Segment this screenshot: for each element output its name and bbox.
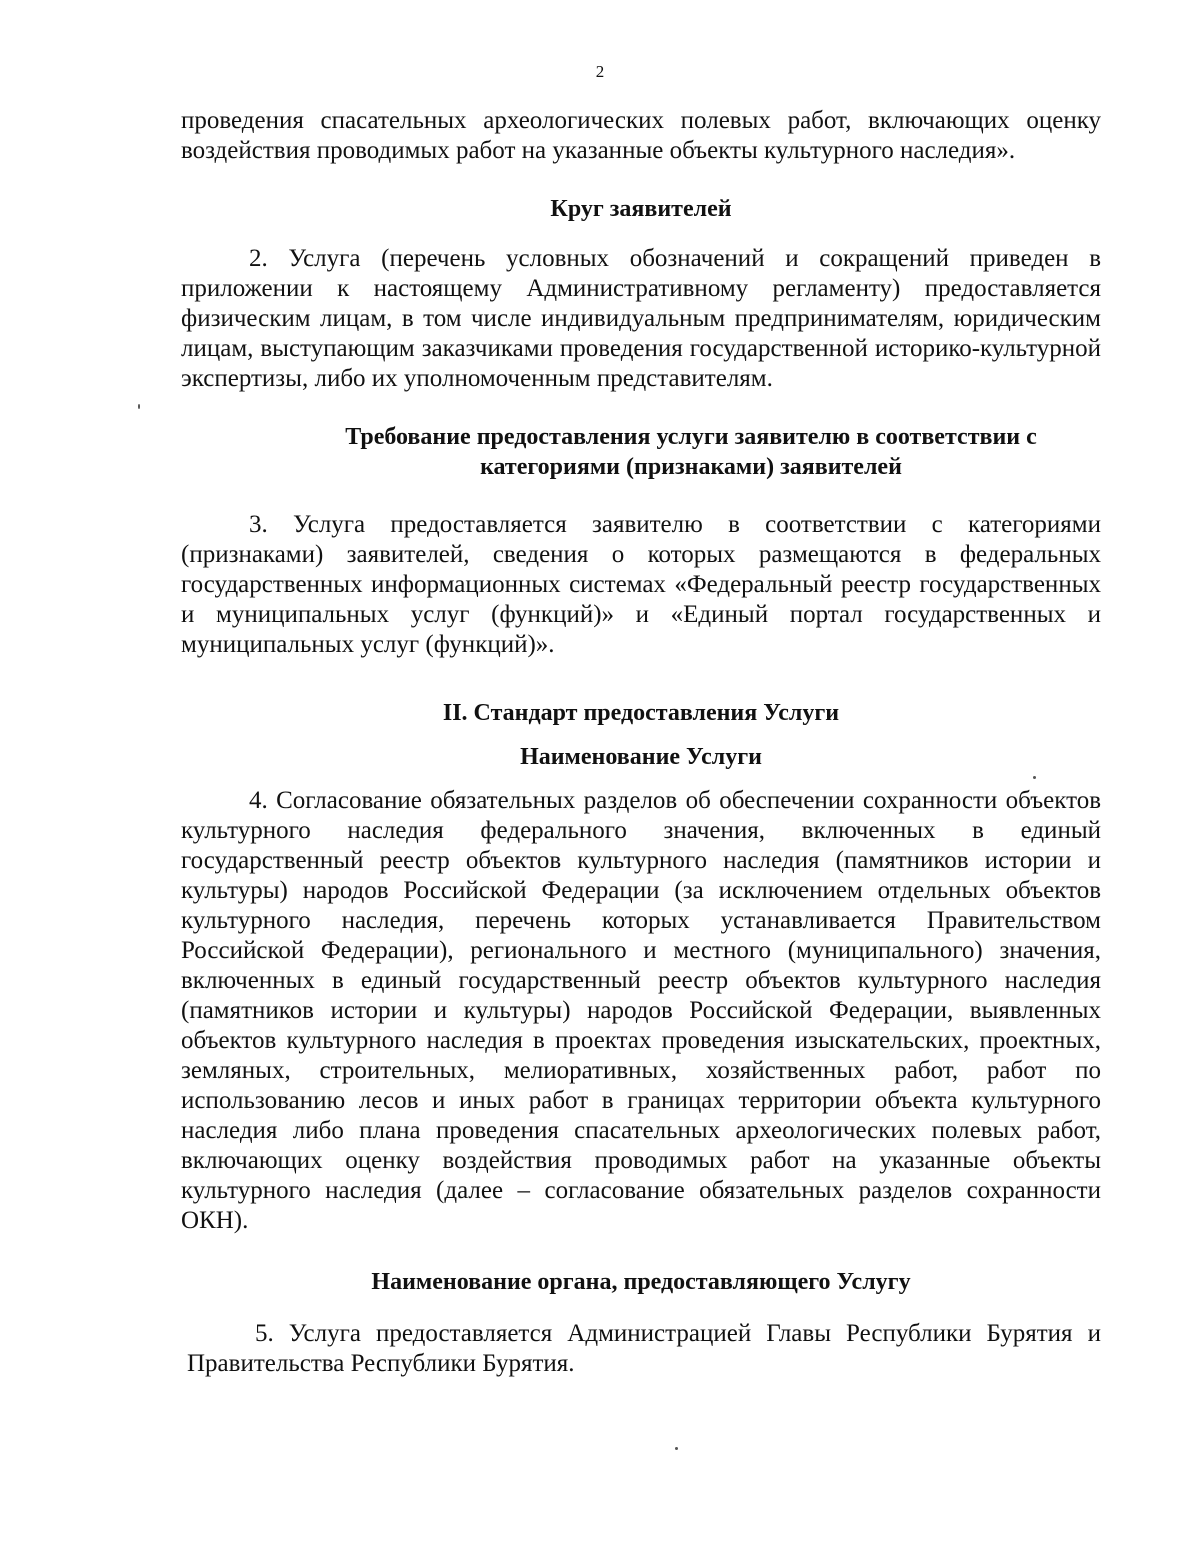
heading-authority: Наименование органа, предоставляющего Услугу xyxy=(371,1269,911,1295)
paragraph-2: 2. Услуга (перечень условных обозначений и сокращений приведен в приложении к настоящему Административному регламенту) предоставляется физическим лицам, в том числе индивидуальным предпринимателям, юридическим лицам, выступающим заказчиками проведения государственной историко-культурной экспертизы, либо их уполномоченным представителям. xyxy=(181,245,1101,392)
intro-paragraph-tail: проведения спасательных археологических полевых работ, включающих оценку воздействия проводимых работ на указанные объекты культурного наследия». xyxy=(181,107,1101,164)
heading-requirement: Требование предоставления услуги заявителю в соответствии с категориями (признаками) заявителей xyxy=(345,424,1037,480)
heading-applicants: Круг заявителей xyxy=(550,196,732,222)
page-number: 2 xyxy=(595,62,605,81)
document-body xyxy=(181,106,1101,1379)
heading-section-2: II. Стандарт предоставления Услуги xyxy=(442,700,840,726)
paragraph-3: 3. Услуга предоставляется заявителю в соответствии с категориями (признаками) заявителей, сведения о которых размещаются в федеральных государственных информационных системах «Федеральный реестр государственных и муниципальных услуг (функций)» и «Единый портал государственных и муниципальных услуг (функций)». xyxy=(181,511,1101,658)
paragraph-5: 5. Услуга предоставляется Администрацией Главы Республики Бурятия и Правительства Республики Бурятия. xyxy=(187,1320,1101,1377)
scan-speck xyxy=(1033,776,1036,779)
scan-speck xyxy=(138,404,140,409)
scan-speck xyxy=(675,1447,678,1450)
paragraph-4: 4. Согласование обязательных разделов об обеспечении сохранности объектов культурного наследия федерального значения, включенных в единый государственный реестр объектов культурного наследия (памятников истории и культуры) народов Российской Федерации (за исключением отдельных объектов культурного наследия, перечень которых устанавливается Правительством Российской Федерации), регионального и местного (муниципального) значения, включенных в единый государственный реестр объектов культурного наследия (памятников истории и культуры) народов Российской Федерации, выявленных объектов культурного наследия в проектах проведения изыскательских, проектных, земляных, строительных, мелиоративных, хозяйственных работ, работ по использованию лесов и иных работ в границах территории объекта культурного наследия либо плана проведения спасательных археологических полевых работ, включающих оценку воздействия проводимых работ на указанные объекты культурного наследия (далее – согласование обязательных разделов сохранности ОКН). xyxy=(181,787,1101,1234)
heading-service-name: Наименование Услуги xyxy=(520,744,762,770)
